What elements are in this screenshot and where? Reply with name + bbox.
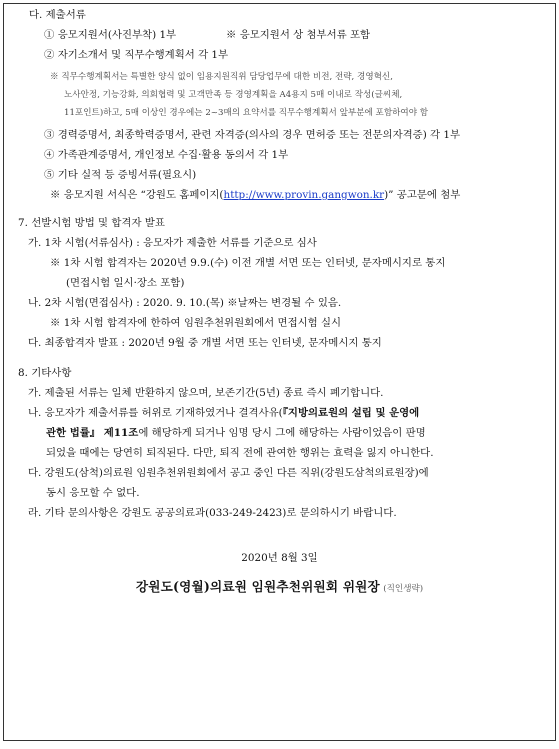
selection-first-exam-note-2: (면접시험 일시·장소 포함) bbox=[66, 277, 185, 289]
document-item-3: ③ 경력증명서, 최종학력증명서, 관련 자격증(의사의 경우 면허증 또는 전문의자격증) 각 1부 bbox=[44, 129, 461, 141]
form-note bbox=[50, 186, 460, 204]
signature-line bbox=[4, 575, 555, 601]
document-item-4: ④ 가족관계증명서, 개인정보 수집·활용 동의서 각 1부 bbox=[44, 149, 289, 161]
plan-note-line-2: 노사안정, 기능강화, 의회협력 및 고객만족 등 경영계획을 A4용지 5매 이내로 작성(글씨체, bbox=[64, 90, 403, 100]
section-heading-documents: 다. 제출서류 bbox=[29, 9, 86, 21]
section-heading-misc: 8. 기타사항 bbox=[18, 367, 72, 379]
section-heading-selection: 7. 선발시험 방법 및 합격자 발표 bbox=[18, 217, 165, 229]
misc-item-na-line-1 bbox=[28, 404, 419, 422]
misc-item-na-prefix: 나. 응모자가 제출서류를 허위로 기재하였거나 결격사유( bbox=[28, 407, 283, 419]
document-item-1-note: ※ 응모지원서 상 첨부서류 포함 bbox=[226, 29, 371, 41]
misc-item-da-line-2: 동시 응모할 수 없다. bbox=[46, 487, 140, 499]
form-note-prefix: ※ 응모지원 서식은 “강원도 홈페이지( bbox=[50, 189, 224, 201]
plan-note-line-3: 11포인트)하고, 5매 이상인 경우에는 2~3매의 요약서를 직무수행계획서 앞부분에 포함하여야 함 bbox=[64, 108, 429, 118]
law-article: 관한 법률』 제11조 bbox=[46, 427, 139, 439]
selection-second-exam-note: ※ 1차 시험 합격자에 한하여 임원추천위원회에서 면접시험 실시 bbox=[50, 317, 342, 329]
seal-omitted-note: (직인생략) bbox=[383, 584, 424, 594]
law-reference: 『지방의료원의 설립 및 운영에 bbox=[282, 407, 420, 419]
misc-item-na-line-3: 되었을 때에는 당연히 퇴직된다. 다만, 퇴직 전에 관여한 행위는 효력을 잃지 아니한다. bbox=[46, 447, 434, 459]
document-item-1: ① 응모지원서(사진부착) 1부 bbox=[44, 29, 177, 41]
misc-item-ga: 가. 제출된 서류는 일체 반환하지 않으며, 보존기간(5년) 종료 즉시 폐기합니다. bbox=[28, 387, 384, 399]
selection-second-exam: 나. 2차 시험(면접심사) : 2020. 9. 10.(목) ※날짜는 변경될 수 있음. bbox=[28, 297, 342, 309]
misc-item-ra: 라. 기타 문의사항은 강원도 공공의료과(033-249-2423)로 문의하시기 바랍니다. bbox=[28, 507, 397, 519]
misc-item-na-line-2 bbox=[46, 424, 426, 442]
notice-date: 2020년 8월 3일 bbox=[241, 552, 318, 564]
misc-item-na-suffix: 에 해당하게 되거나 임명 당시 그에 해당하는 사람이었음이 판명 bbox=[138, 427, 426, 439]
notice-page bbox=[3, 3, 556, 741]
selection-first-exam-note: ※ 1차 시험 합격자는 2020년 9.9.(수) 이전 개별 서면 또는 인터넷, 문자메시지로 통지 bbox=[50, 257, 446, 269]
signature-title: 강원도(영월)의료원 임원추천위원회 위원장 bbox=[135, 579, 380, 594]
homepage-link[interactable]: http://www.provin.gangwon.kr bbox=[223, 189, 385, 201]
document-item-2: ② 자기소개서 및 직무수행계획서 각 1부 bbox=[44, 49, 229, 61]
form-note-suffix: )” 공고문에 첨부 bbox=[384, 189, 461, 201]
selection-first-exam: 가. 1차 시험(서류심사) : 응모자가 제출한 서류를 기준으로 심사 bbox=[28, 237, 317, 249]
document-item-5: ⑤ 기타 실적 등 증빙서류(필요시) bbox=[44, 169, 197, 181]
plan-note-line-1: ※ 직무수행계획서는 특별한 양식 없이 임용지원직위 담당업무에 대한 비전, 전략, 경영혁신, bbox=[50, 72, 393, 82]
misc-item-da-line-1: 다. 강원도(삼척)의료원 임원추천위원회에서 공고 중인 다른 직위(강원도삼척의료원장)에 bbox=[28, 467, 429, 479]
selection-final-announcement: 다. 최종합격자 발표 : 2020년 9월 중 개별 서면 또는 인터넷, 문자메시지 통지 bbox=[28, 337, 382, 349]
